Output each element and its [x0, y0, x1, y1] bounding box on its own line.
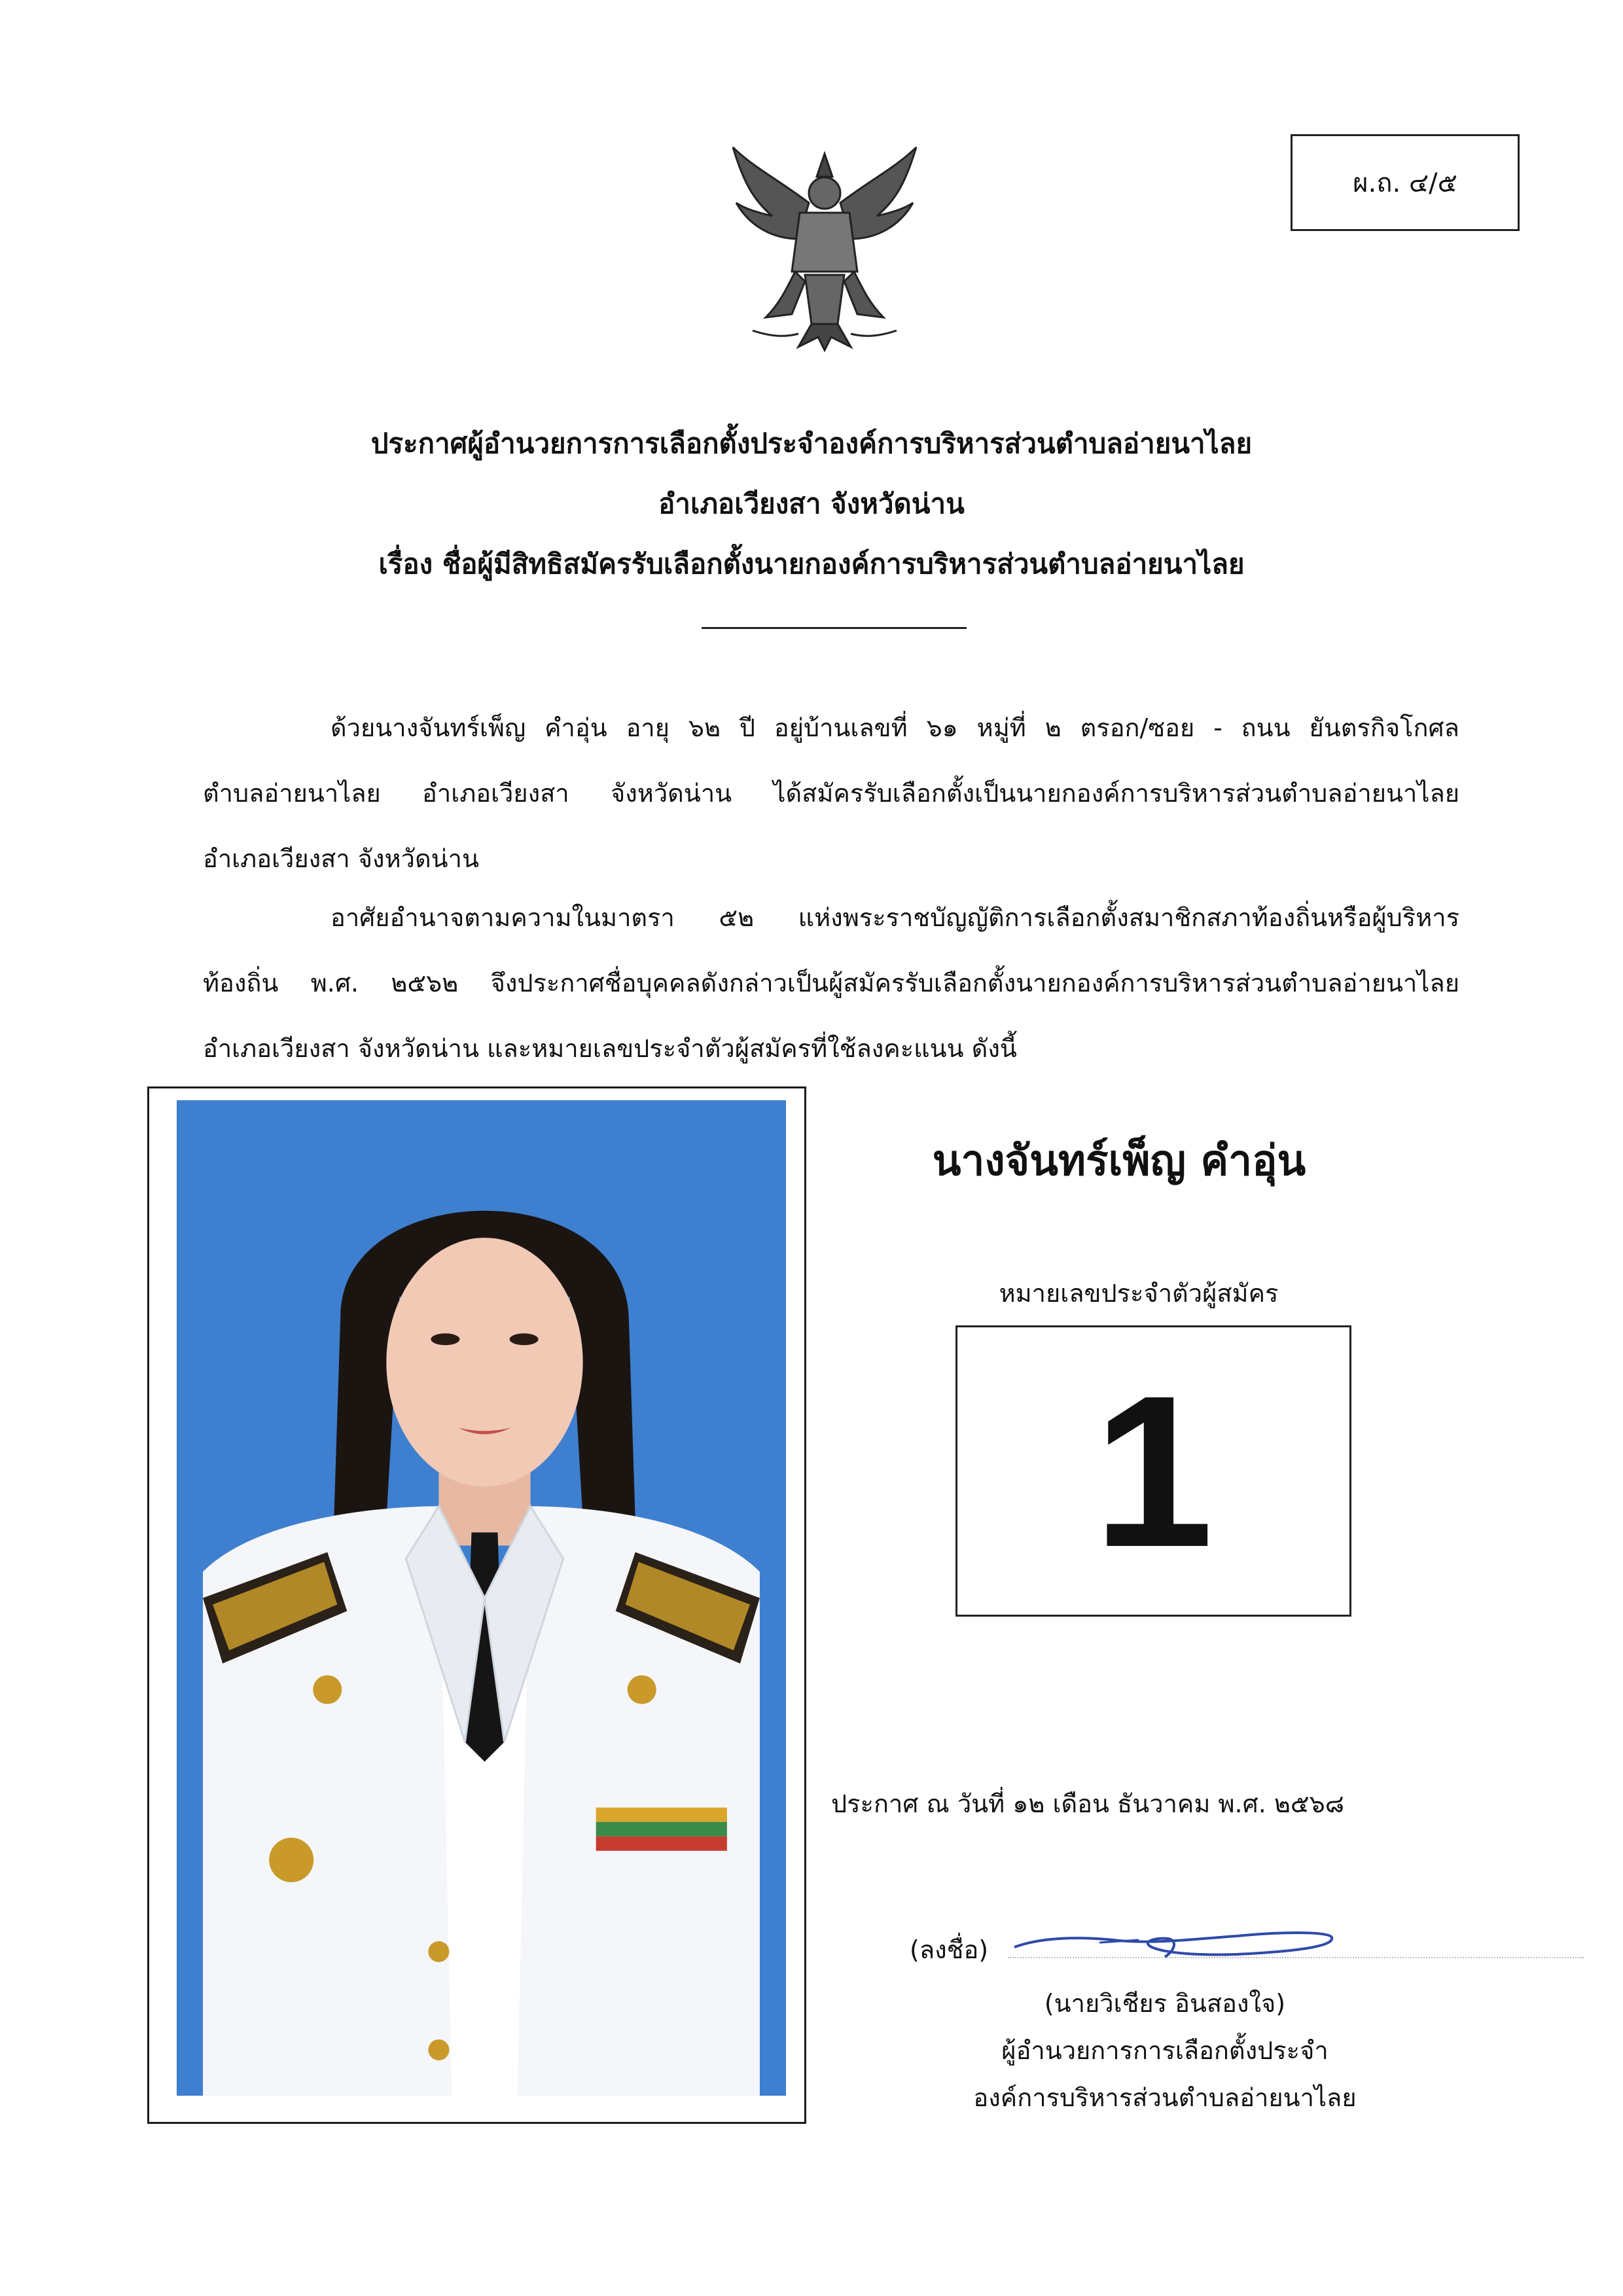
word: ท้องถิ่น [203, 969, 279, 997]
word: ๒ [1044, 713, 1061, 742]
header-divider [702, 627, 967, 629]
word: แห่งพระราชบัญญัติการเลือกตั้งสมาชิกสภาท้องถิ่นหรือผู้บริหาร [798, 903, 1459, 932]
signature-mark [1001, 1911, 1342, 1970]
signer-name: (นายวิเชียร อินสองใจ) [1044, 1989, 1286, 2018]
word: อายุ [626, 713, 669, 742]
header-line-3: เรื่อง ชื่อผู้มีสิทธิสมัครรับเลือกตั้งนายกองค์การบริหารส่วนตำบลอ่ายนาไลย [378, 548, 1245, 580]
word: ๖๒ [688, 713, 721, 742]
word: จังหวัดน่าน [610, 779, 732, 808]
word: พ.ศ. [310, 969, 359, 997]
sign-label: (ลงชื่อ) [910, 1935, 989, 1964]
word: ยันตรกิจโกศล [1309, 713, 1459, 742]
header-line-2: อำเภอเวียงสา จังหวัดน่าน [658, 488, 965, 520]
paragraph-2 [203, 885, 1459, 1081]
portrait-illustration [177, 1100, 786, 2096]
word: ตรอก/ซอย [1080, 713, 1195, 742]
paragraph-1-line-3 [203, 826, 1459, 891]
form-code-box [1291, 134, 1520, 231]
word: อยู่บ้านเลขที่ [774, 713, 908, 742]
candidate-number-label: หมายเลขประจำตัวผู้สมัคร [999, 1279, 1279, 1308]
word: ด้วยนางจันทร์เพ็ญ [330, 713, 526, 742]
paragraph-2-line-2 [203, 950, 1459, 1016]
announcement-date: ประกาศ ณ วันที่ ๑๒ เดือน ธันวาคม พ.ศ. ๒๕๖๘ [831, 1789, 1345, 1818]
word: ๒๕๖๒ [391, 969, 459, 997]
word: คำอุ่น [544, 713, 607, 742]
word: - [1213, 713, 1222, 742]
header-line-1: ประกาศผู้อำนวยการการเลือกตั้งประจำองค์การบริหารส่วนตำบลอ่ายนาไลย [370, 427, 1253, 459]
paragraph-1 [203, 695, 1459, 891]
announcement-header [196, 414, 1427, 594]
form-code: ผ.ถ. ๔/๕ [1353, 168, 1457, 198]
word: อำเภอเวียงสา [422, 779, 569, 808]
word: จึงประกาศชื่อบุคคลดังกล่าวเป็นผู้สมัครรับเลือกตั้งนายกองค์การบริหารส่วนตำบลอ่ายนาไลย [490, 969, 1459, 997]
signature-line [1008, 1957, 1584, 1958]
word: ๖๑ [926, 713, 958, 742]
candidate-photo [147, 1086, 806, 2124]
word: หมู่ที่ [976, 713, 1026, 742]
candidate-number: 1 [1093, 1350, 1214, 1592]
word: ได้สมัครรับเลือกตั้งเป็นนายกองค์การบริหารส่วนตำบลอ่ายนาไลย [773, 779, 1459, 808]
garuda-emblem [726, 141, 923, 357]
word: อำเภอเวียงสา จังหวัดน่าน [203, 844, 479, 873]
word: อำเภอเวียงสา จังหวัดน่าน และหมายเลขประจำตัวผู้สมัครที่ใช้ลงคะแนน ดังนี้ [203, 1034, 1017, 1063]
paragraph-1-line-1 [203, 695, 1459, 761]
paragraph-2-line-1 [203, 885, 1459, 950]
word: ตำบลอ่ายนาไลย [203, 779, 381, 808]
signer-title-2: องค์การบริหารส่วนตำบลอ่ายนาไลย [973, 2083, 1357, 2112]
word: ๕๒ [719, 903, 755, 932]
candidate-name: นางจันทร์เพ็ญ คำอุ่น [932, 1137, 1306, 1185]
word: ปี [739, 713, 756, 742]
candidate-number-box [955, 1325, 1351, 1617]
word: ถนน [1241, 713, 1291, 742]
paragraph-1-line-2 [203, 761, 1459, 826]
word: อาศัยอำนาจตามความในมาตรา [330, 903, 675, 932]
paragraph-2-line-3 [203, 1016, 1459, 1081]
signer-title-1: ผู้อำนวยการการเลือกตั้งประจำ [1001, 2036, 1329, 2065]
